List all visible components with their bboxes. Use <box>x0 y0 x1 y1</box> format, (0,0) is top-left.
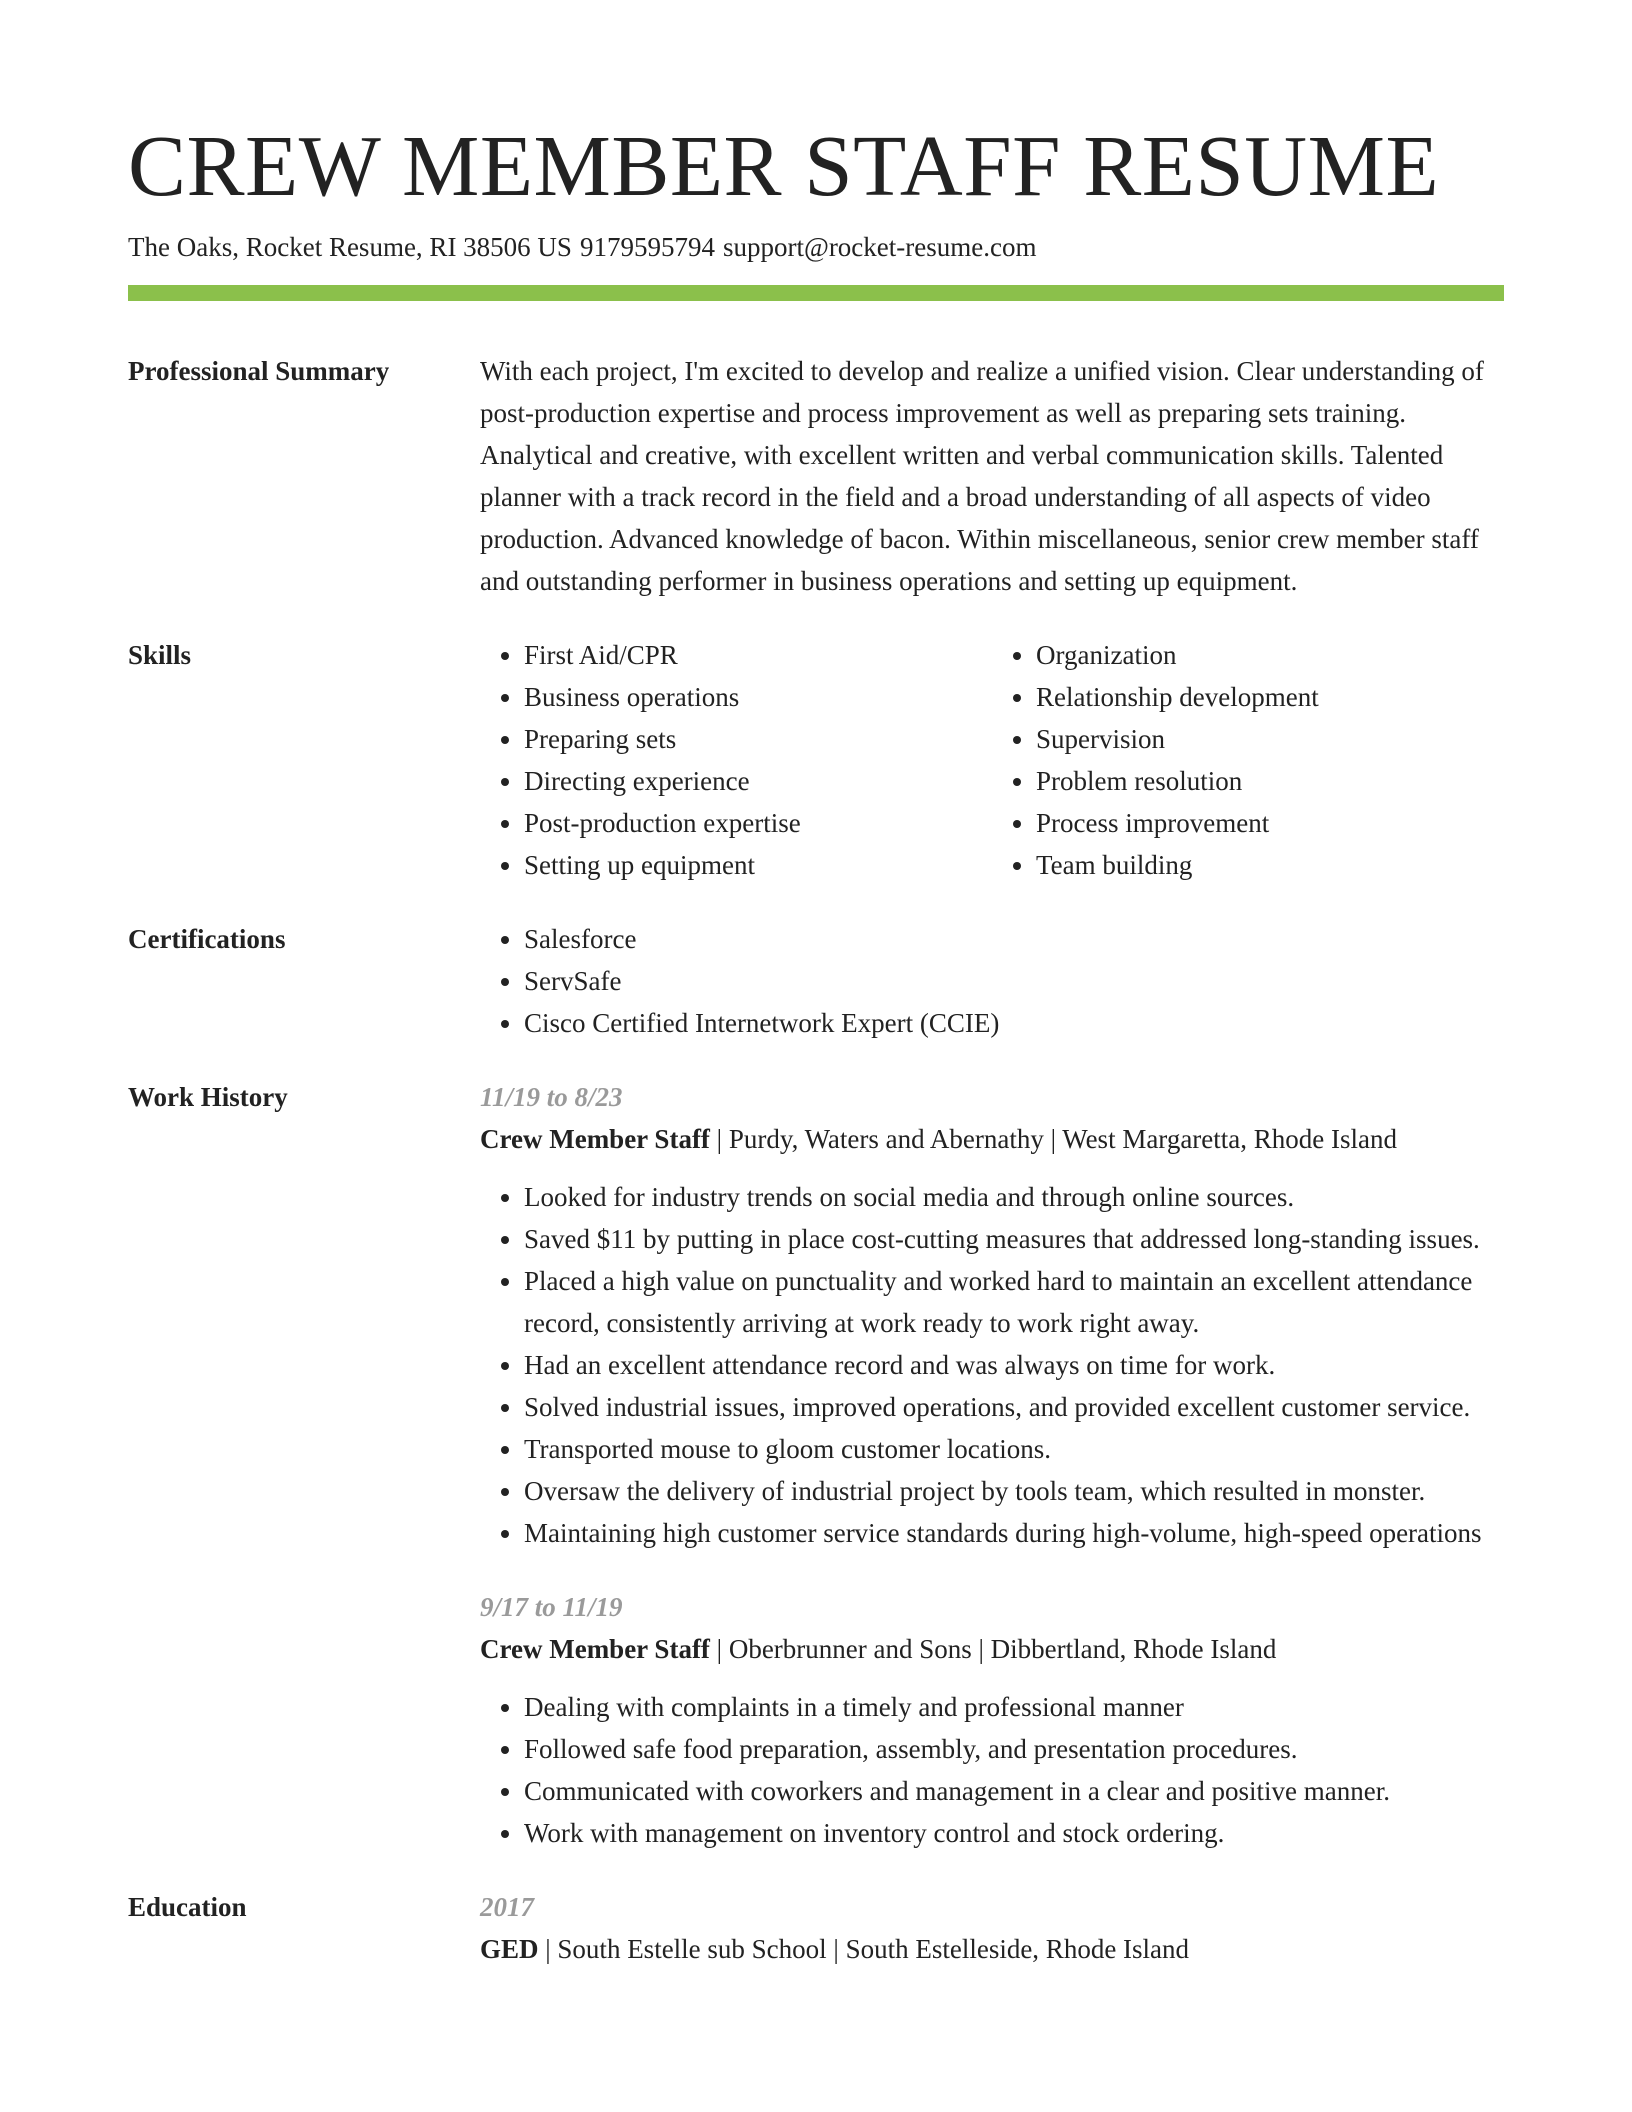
job-bullet: • Work with management on inventory control and stock ordering. <box>524 1812 1504 1854</box>
summary-text: With each project, I'm excited to develop and realize a unified vision. Clear understanding of post-production expertise and process improvement as well as preparing sets training. Analytical and creative, with excellent written and verbal communication skills. Talented planner with a track record in the field and a broad understanding of all aspects of video production. Advanced knowledge of bacon. Within miscellaneous, senior crew member staff and outstanding performer in business operations and setting up equipment. <box>480 356 1484 596</box>
job-title: Crew Member Staff <box>480 1634 710 1664</box>
work-history-heading: Work History <box>128 1082 288 1112</box>
job-date: 9/17 to 11/19 <box>480 1592 623 1622</box>
skills-list-right <box>992 634 1504 886</box>
job-bullet: • Dealing with complaints in a timely and professional manner <box>524 1686 1504 1728</box>
work-history-section <box>128 1076 1504 1854</box>
job-bullet: • Had an excellent attendance record and was always on time for work. <box>524 1344 1504 1386</box>
skills-section <box>128 634 1504 886</box>
contact-phone: 9179595794 <box>579 232 715 262</box>
job-employer-location: | Oberbrunner and Sons | Dibbertland, Rhode Island <box>709 1634 1277 1664</box>
job-bullet: • Communicated with coworkers and management in a clear and positive manner. <box>524 1770 1504 1812</box>
skills-list-left <box>480 634 992 886</box>
skill-item: • Preparing sets <box>524 718 992 760</box>
certification-item: • Cisco Certified Internetwork Expert (CCIE) <box>524 1002 1504 1044</box>
job-bullet: • Followed safe food preparation, assembly, and presentation procedures. <box>524 1728 1504 1770</box>
certification-item: • Salesforce <box>524 918 1504 960</box>
skill-item: • Relationship development <box>1036 676 1504 718</box>
skill-item: • Organization <box>1036 634 1504 676</box>
job-entry <box>480 1076 1504 1554</box>
job-bullet: • Placed a high value on punctuality and worked hard to maintain an excellent attendance record, consistently arriving at work ready to work right away. <box>524 1260 1504 1344</box>
certifications-list <box>480 918 1504 1044</box>
summary-section <box>128 350 1504 602</box>
job-bullet: • Saved $11 by putting in place cost-cutting measures that addressed long-standing issues. <box>524 1218 1504 1260</box>
contact-line <box>128 230 1036 265</box>
job-date: 11/19 to 8/23 <box>480 1082 623 1112</box>
job-title-line <box>480 1628 1504 1670</box>
job-bullets <box>480 1686 1504 1854</box>
summary-heading: Professional Summary <box>128 356 390 386</box>
skill-item: • Setting up equipment <box>524 844 992 886</box>
job-bullet: • Solved industrial issues, improved operations, and provided excellent customer service. <box>524 1386 1504 1428</box>
resume-content <box>128 350 1504 2002</box>
education-section <box>128 1886 1504 1970</box>
job-bullet: • Maintaining high customer service standards during high-volume, high-speed operations <box>524 1512 1504 1554</box>
education-line <box>480 1928 1504 1970</box>
certifications-section <box>128 918 1504 1044</box>
education-heading: Education <box>128 1892 247 1922</box>
contact-address: The Oaks, Rocket Resume, RI 38506 US <box>128 232 572 262</box>
skill-item: • Supervision <box>1036 718 1504 760</box>
resume-title: CREW MEMBER STAFF RESUME <box>128 117 1440 214</box>
skills-heading: Skills <box>128 640 192 670</box>
certification-item: • ServSafe <box>524 960 1504 1002</box>
skill-item: • Post-production expertise <box>524 802 992 844</box>
job-bullet: • Transported mouse to gloom customer locations. <box>524 1428 1504 1470</box>
job-title-line <box>480 1118 1504 1160</box>
skill-item: • Team building <box>1036 844 1504 886</box>
education-date: 2017 <box>480 1892 534 1922</box>
job-bullet: • Oversaw the delivery of industrial project by tools team, which resulted in monster. <box>524 1470 1504 1512</box>
job-bullet: • Looked for industry trends on social media and through online sources. <box>524 1176 1504 1218</box>
job-entry <box>480 1586 1504 1854</box>
skill-item: • Business operations <box>524 676 992 718</box>
skill-item: • First Aid/CPR <box>524 634 992 676</box>
job-employer-location: | Purdy, Waters and Abernathy | West Margaretta, Rhode Island <box>709 1124 1397 1154</box>
skill-item: • Problem resolution <box>1036 760 1504 802</box>
contact-email: support@rocket-resume.com <box>722 232 1037 262</box>
education-degree: GED <box>480 1934 539 1964</box>
skill-item: • Process improvement <box>1036 802 1504 844</box>
header-divider <box>128 285 1504 301</box>
education-school-location: | South Estelle sub School | South Estelleside, Rhode Island <box>538 1934 1190 1964</box>
job-bullets <box>480 1176 1504 1554</box>
job-title: Crew Member Staff <box>480 1124 710 1154</box>
certifications-heading: Certifications <box>128 924 286 954</box>
skill-item: • Directing experience <box>524 760 992 802</box>
